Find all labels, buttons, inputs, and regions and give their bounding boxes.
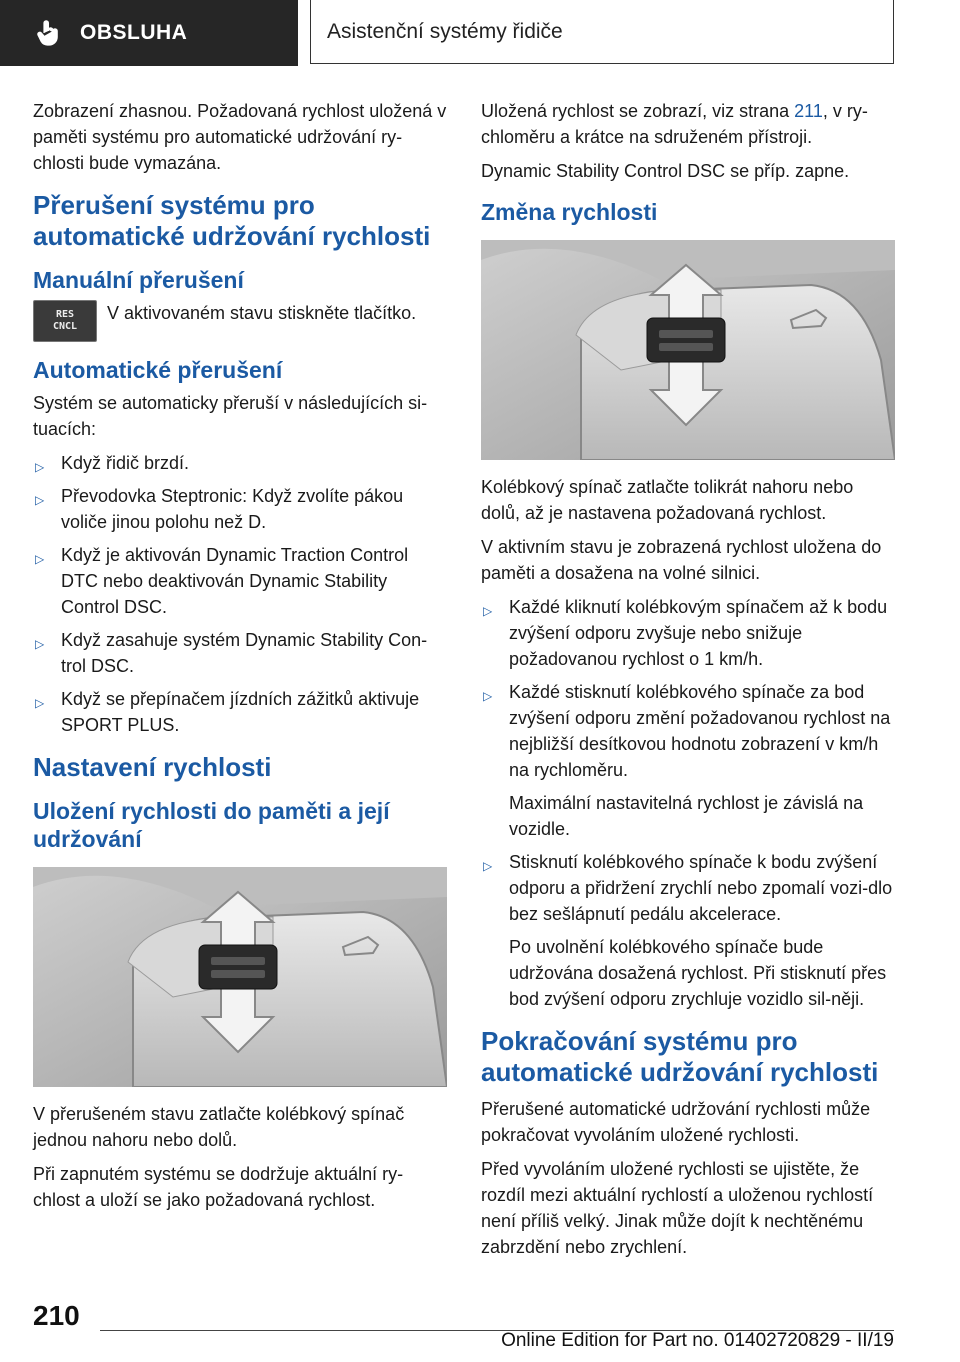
triangle-bullet-icon: ▷ — [483, 604, 493, 618]
right-column — [481, 98, 895, 1268]
heading-resume: Pokračování systému pro automatické udržování rychlosti — [481, 1026, 879, 1087]
hand-pointer-icon — [36, 19, 62, 47]
list-item: ▷ Když je aktivován Dynamic Traction Control DTC nebo deaktivován Dynamic Stability Control DSC. — [35, 545, 409, 617]
triangle-bullet-icon: ▷ — [35, 493, 45, 507]
heading-store: Uložení rychlosti do paměti a její udržování — [33, 798, 390, 852]
triangle-bullet-icon: ▷ — [35, 552, 45, 566]
page-number: 210 — [33, 1300, 80, 1331]
resume-text-2: Před vyvoláním uložené rychlosti se ujistěte, že rozdíl mezi aktuální rychlostí a uloženou rychlostí není příliš velký. Jinak může dojít k nechtěnému zabrzdění nebo zrychlení. — [481, 1159, 874, 1257]
store-text-2: Při zapnutém systému se dodržuje aktuální ry‐chlost a uloží se jako požadovaná rychlost. — [33, 1164, 404, 1210]
change-list — [481, 594, 895, 1012]
steering-wheel-rocker-illustration — [33, 867, 447, 1087]
change-text-2: V aktivním stavu je zobrazená rychlost uložena do paměti a dosažena na volné silnici. — [481, 537, 882, 583]
triangle-bullet-icon: ▷ — [35, 696, 45, 710]
intro-paragraph: Zobrazení zhasnou. Požadovaná rychlost uložená v paměti systému pro automatické udržování ry‐chlosti bude vymazána. — [33, 101, 447, 173]
page-reference-link[interactable]: 211 — [794, 101, 823, 121]
chapter-title: Asistenční systémy řidiče — [327, 19, 563, 43]
heading-auto: Automatické přerušení — [33, 357, 283, 383]
triangle-bullet-icon: ▷ — [483, 859, 493, 873]
list-item: ▷ Každé stisknutí kolébkového spínače za bod zvýšení odporu změní požadovanou rychlost na nejbližší desítkovou hodnotu zobrazení v km/h na rychloměru. Maximální nastavitelná rychlost je závislá na vozidle. — [481, 679, 895, 842]
list-item: ▷ Když řidič brzdí. — [33, 450, 447, 476]
steering-wheel-rocker-illustration-2 — [481, 240, 895, 460]
section-tab — [0, 0, 298, 66]
heading-interrupt: Přerušení systému pro automatické udržování rychlosti — [33, 190, 431, 251]
section-title: OBSLUHA — [80, 21, 188, 44]
store-text-3: Uložená rychlost se zobrazí, viz strana 211, v ry‐chloměru a krátce na sdruženém přístroji. — [481, 101, 868, 147]
triangle-bullet-icon: ▷ — [35, 460, 45, 474]
manual-interrupt-row — [33, 300, 447, 342]
change-text-1: Kolébkový spínač zatlačte tolikrát nahoru nebo dolů, až je nastavena požadovaná rychlost. — [481, 477, 854, 523]
list-item: ▷ Když se přepínačem jízdních zážitků aktivuje SPORT PLUS. — [35, 689, 420, 735]
list-sub-text: Po uvolnění kolébkového spínače bude udržována dosažená rychlost. Při stisknutí přes bod zvýšení odporu zrychluje vozidlo sil‐něji. — [509, 937, 887, 1009]
heading-change: Změna rychlosti — [481, 199, 658, 225]
triangle-bullet-icon: ▷ — [483, 689, 493, 703]
resume-text-1: Přerušené automatické udržování rychlosti může pokračovat vyvoláním uložené rychlosti. — [481, 1099, 871, 1145]
dsc-text: Dynamic Stability Control DSC se příp. zapne. — [481, 161, 850, 181]
chapter-header — [310, 0, 894, 64]
list-item: ▷ Když zasahuje systém Dynamic Stability Con‐trol DSC. — [35, 630, 428, 676]
heading-setting: Nastavení rychlosti — [33, 752, 272, 782]
triangle-bullet-icon: ▷ — [35, 637, 45, 651]
edition-footer: Online Edition for Part no. 01402720829 - II/19 — [501, 1330, 894, 1351]
auto-text: Systém se automaticky přeruší v následujících si‐tuacích: — [33, 393, 428, 439]
store-text-1: V přerušeném stavu zatlačte kolébkový spínač jednou nahoru nebo dolů. — [33, 1104, 405, 1150]
heading-manual: Manuální přerušení — [33, 267, 244, 293]
list-item: ▷ Každé kliknutí kolébkovým spínačem až k bodu zvýšení odporu zvyšuje nebo snižuje požadovanou rychlost o 1 km/h. — [483, 597, 888, 669]
left-column — [33, 98, 447, 1221]
list-item: ▷ Stisknutí kolébkového spínače k bodu zvýšení odporu a přidržení zrychlí nebo zpomalí vozi‐dlo bez sešlápnutí pedálu akcelerace. Po uvolnění kolébkového spínače bude udržována dosažená rychlost. Při stisknutí přes bod zvýšení odporu zrychluje vozidlo sil‐něji. — [481, 849, 895, 1012]
manual-text: V aktivovaném stavu stiskněte tlačítko. — [107, 303, 417, 323]
list-item: ▷ Převodovka Steptronic: Když zvolíte pákou voliče jinou polohu než D. — [35, 486, 404, 532]
list-sub-text: Maximální nastavitelná rychlost je závislá na vozidle. — [509, 793, 864, 839]
res-cncl-button-icon: RES CNCL — [33, 300, 97, 342]
auto-list — [33, 450, 447, 738]
